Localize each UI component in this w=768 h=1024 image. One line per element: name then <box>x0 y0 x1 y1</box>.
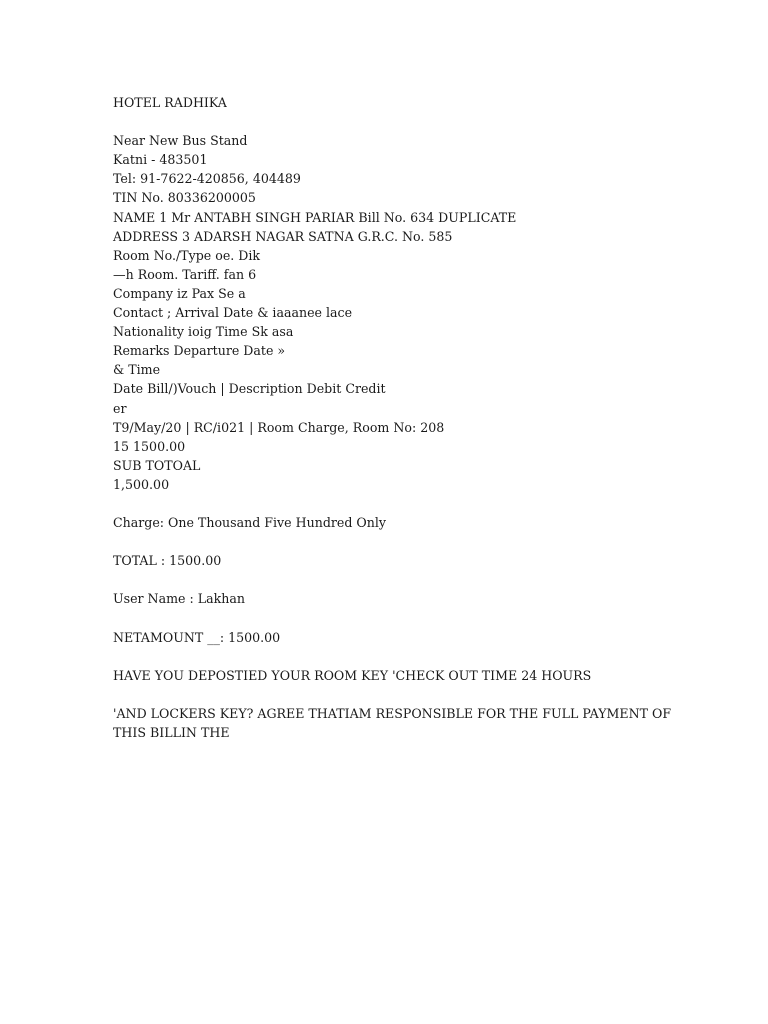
total-line: TOTAL : 1500.00 <box>113 553 222 569</box>
address-line-2: Katni - 483501 <box>113 152 208 168</box>
hotel-bill-text <box>113 93 673 742</box>
table-header-continued: er <box>113 400 127 416</box>
user-name-line: User Name : Lakhan <box>113 591 245 607</box>
charge-in-words: Charge: One Thousand Five Hundred Only <box>113 515 386 531</box>
contact-line: Contact ; Arrival Date & iaaanee lace <box>113 305 353 321</box>
phone-line: Tel: 91-7622-420856, 404489 <box>113 171 301 187</box>
lockers-notice: 'AND LOCKERS KEY? AGREE THATIAM RESPONSIBLE FOR THE FULL PAYMENT OF THIS BILLIN THE <box>113 706 672 741</box>
guest-name-line: NAME 1 Mr ANTABH SINGH PARIAR Bill No. 634 DUPLICATE <box>113 209 517 225</box>
room-type-line: Room No./Type oe. Dik <box>113 247 261 263</box>
room-key-notice: HAVE YOU DEPOSTIED YOUR ROOM KEY 'CHECK OUT TIME 24 HOURS <box>113 667 592 683</box>
subtotal-value: 1,500.00 <box>113 476 170 492</box>
tin-line: TIN No. 80336200005 <box>113 190 256 206</box>
spacer <box>113 685 673 704</box>
spacer <box>113 609 673 628</box>
spacer <box>113 494 673 513</box>
spacer <box>113 570 673 589</box>
hotel-name: HOTEL RADHIKA <box>113 95 227 110</box>
guest-address-line: ADDRESS 3 ADARSH NAGAR SATNA G.R.C. No. 585 <box>113 228 453 244</box>
spacer <box>113 647 673 666</box>
remarks-line: Remarks Departure Date » <box>113 343 286 359</box>
spacer <box>113 532 673 551</box>
table-row: T9/May/20 | RC/i021 | Room Charge, Room No: 208 <box>113 419 445 435</box>
net-amount-line: NETAMOUNT __: 1500.00 <box>113 629 281 645</box>
address-line-1: Near New Bus Stand <box>113 133 248 149</box>
table-row-continued: 15 1500.00 <box>113 438 186 454</box>
spacer <box>113 112 673 131</box>
nationality-line: Nationality ioig Time Sk asa <box>113 324 294 340</box>
subtotal-label: SUB TOTOAL <box>113 457 201 473</box>
time-line: & Time <box>113 362 161 378</box>
company-line: Company iz Pax Se a <box>113 285 246 301</box>
table-header: Date Bill/)Vouch | Description Debit Credit <box>113 381 386 397</box>
room-tariff-line: —h Room. Tariff. fan 6 <box>113 266 257 282</box>
